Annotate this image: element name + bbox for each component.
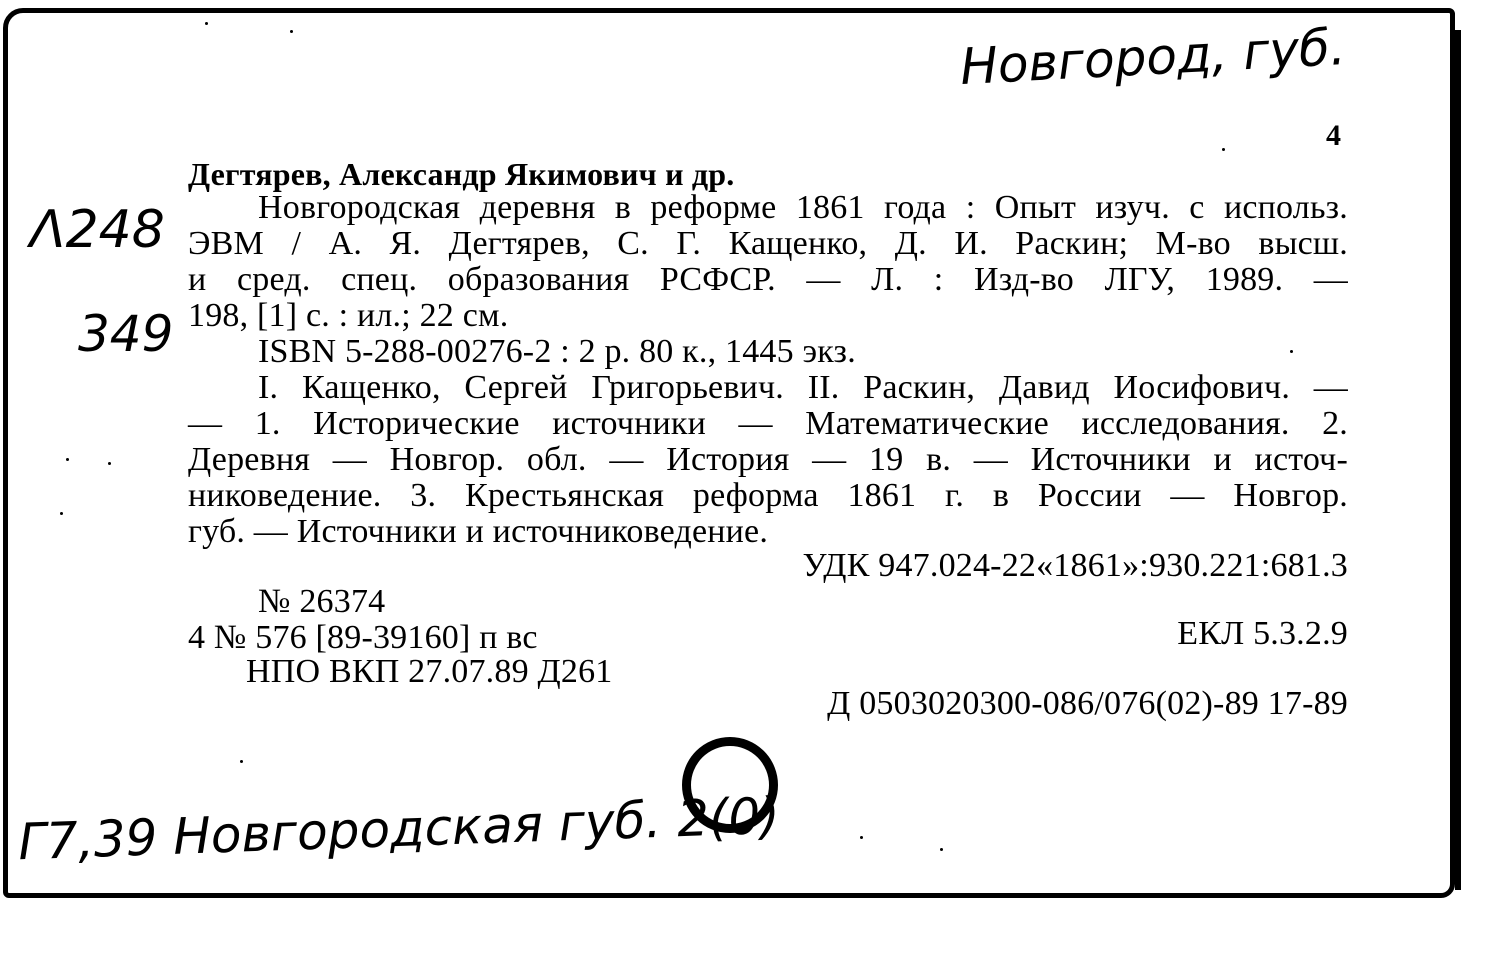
handwritten-top-right: Новгород, губ.	[958, 17, 1348, 97]
handwritten-shelf-mark-2: 349	[78, 305, 174, 363]
scan-speck	[205, 22, 208, 25]
handwritten-bottom: Г7,39 Новгородская губ. 2(0)	[17, 786, 781, 872]
subject-line: Деревня — Новгор. обл. — История — 19 в. — Источники и источ-	[188, 441, 1348, 478]
scan-speck	[290, 30, 293, 33]
description-line: 198, [1] с. : ил.; 22 см.	[188, 297, 509, 334]
publisher-line: НПО ВКП 27.07.89 Д261	[246, 653, 613, 690]
scan-speck	[860, 836, 863, 839]
description-line: Новгородская деревня в реформе 1861 года : Опыт изуч. с использ.	[258, 189, 1348, 226]
scan-speck	[1290, 350, 1293, 353]
order-number: 4 № 576 [89-39160] п вс	[188, 619, 538, 656]
scan-speck	[66, 458, 69, 461]
description-line: ЭВМ / А. Я. Дегтярев, С. Г. Кащенко, Д. И. Раскин; М-во высш.	[188, 225, 1348, 262]
inventory-number: № 26374	[258, 583, 386, 620]
scan-speck	[108, 462, 111, 465]
catalog-code: Д 0503020300-086/076(02)-89 17-89	[827, 685, 1348, 722]
udk-code: УДК 947.024-22«1861»:930.221:681.3	[802, 547, 1348, 584]
scan-speck	[240, 760, 243, 763]
subject-line: — 1. Исторические источники — Математические исследования. 2.	[188, 405, 1348, 442]
card-number: 4	[1326, 119, 1342, 152]
subject-line: губ. — Источники и источниковедение.	[188, 513, 769, 550]
card-edge-shadow	[1455, 30, 1461, 890]
subject-line: никоведение. 3. Крестьянская реформа 1861 г. в России — Новгор.	[188, 477, 1348, 514]
scan-speck	[940, 848, 943, 851]
handwritten-shelf-mark-1: Λ248	[30, 200, 165, 260]
subject-line: I. Кащенко, Сергей Григорьевич. II. Раскин, Давид Иосифович. —	[258, 369, 1348, 406]
stamp-circle	[682, 737, 778, 833]
isbn-line: ISBN 5-288-00276-2 : 2 р. 80 к., 1445 экз.	[258, 333, 856, 370]
author-heading: Дегтярев, Александр Якимович и др.	[188, 156, 735, 192]
ekl-code: ЕКЛ 5.3.2.9	[1177, 615, 1348, 652]
description-line: и сред. спец. образования РСФСР. — Л. : Изд-во ЛГУ, 1989. —	[188, 261, 1348, 298]
scan-speck	[1222, 148, 1225, 151]
scan-speck	[60, 512, 63, 515]
